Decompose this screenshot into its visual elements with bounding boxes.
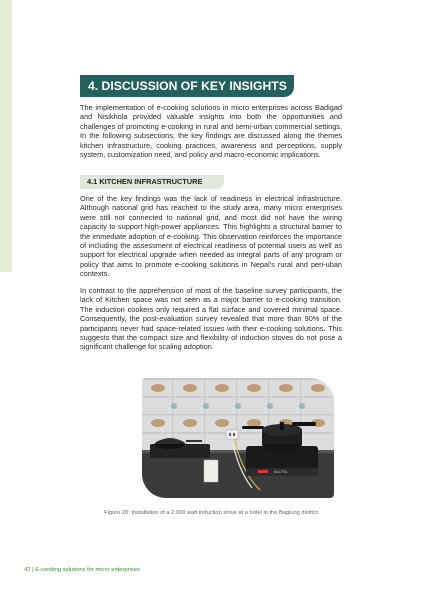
page-side-accent-bar: [0, 0, 12, 272]
footer-text: E-cooking solutions for micro enterprises: [35, 567, 140, 573]
page-footer: [24, 567, 140, 573]
body-paragraph-1: One of the key findings was the lack of readiness in electrical infrastructure. Although national grid has reached to the study area, many micro enterprises were still not connected to national grid, and most did not have the wiring capacity to support high-power appliances. This highlights a structural barrier to the immediate adoption of e-cooking. This observation reinforces the importance of including the assessment of electrical readiness of potential users as well as support for electrical upgrade when needed as integral parts of any program or policy that aims to promote e-cooking solutions in Nepal's rural and peri-uban contexts.: [80, 194, 342, 279]
figure-photo-induction-stove: [142, 378, 334, 498]
body-paragraph-2: In contrast to the apprehension of most of the baseline survey participants, the lack of Kitchen space was not seen as a major barrier to e-cooking transition. The induction cookers only required a flat surface and covered minimal space. Consequently, the post-evaluation survey revealed that more than 90% of the participants never had space-related issues with their e-cooking solutions. This suggests that the compact size and flexibility of induction stoves do not pose a significant challenge for scaling adoption.: [80, 286, 342, 352]
footer-separator: |: [30, 567, 36, 573]
stove-brand-label: BALTRA: [274, 470, 288, 474]
intro-paragraph: The implementation of e-cooking solutions in micro enterprises across Badigad and Nisikhola provided valuable insights into both the opportunities and challenges of promoting e-cooking in rural and semi-urban commercial settings. In the following subsections, the key findings are discussed along the themes kitchen infrastructure, cooking practices, awareness and perceptions, supply system, customization need, and policy and macro-economic implications.: [80, 103, 342, 160]
figure-caption: Figure 20: Installation of a 2,000 watt induction stove at a hotel in the Baglung district: [104, 510, 318, 516]
section-title: 4. DISCUSSION OF KEY INSIGHTS: [80, 75, 294, 97]
subsection-title: 4.1 KITCHEN INFRASTRUCTURE: [80, 175, 224, 189]
page-number: 42: [24, 567, 31, 573]
